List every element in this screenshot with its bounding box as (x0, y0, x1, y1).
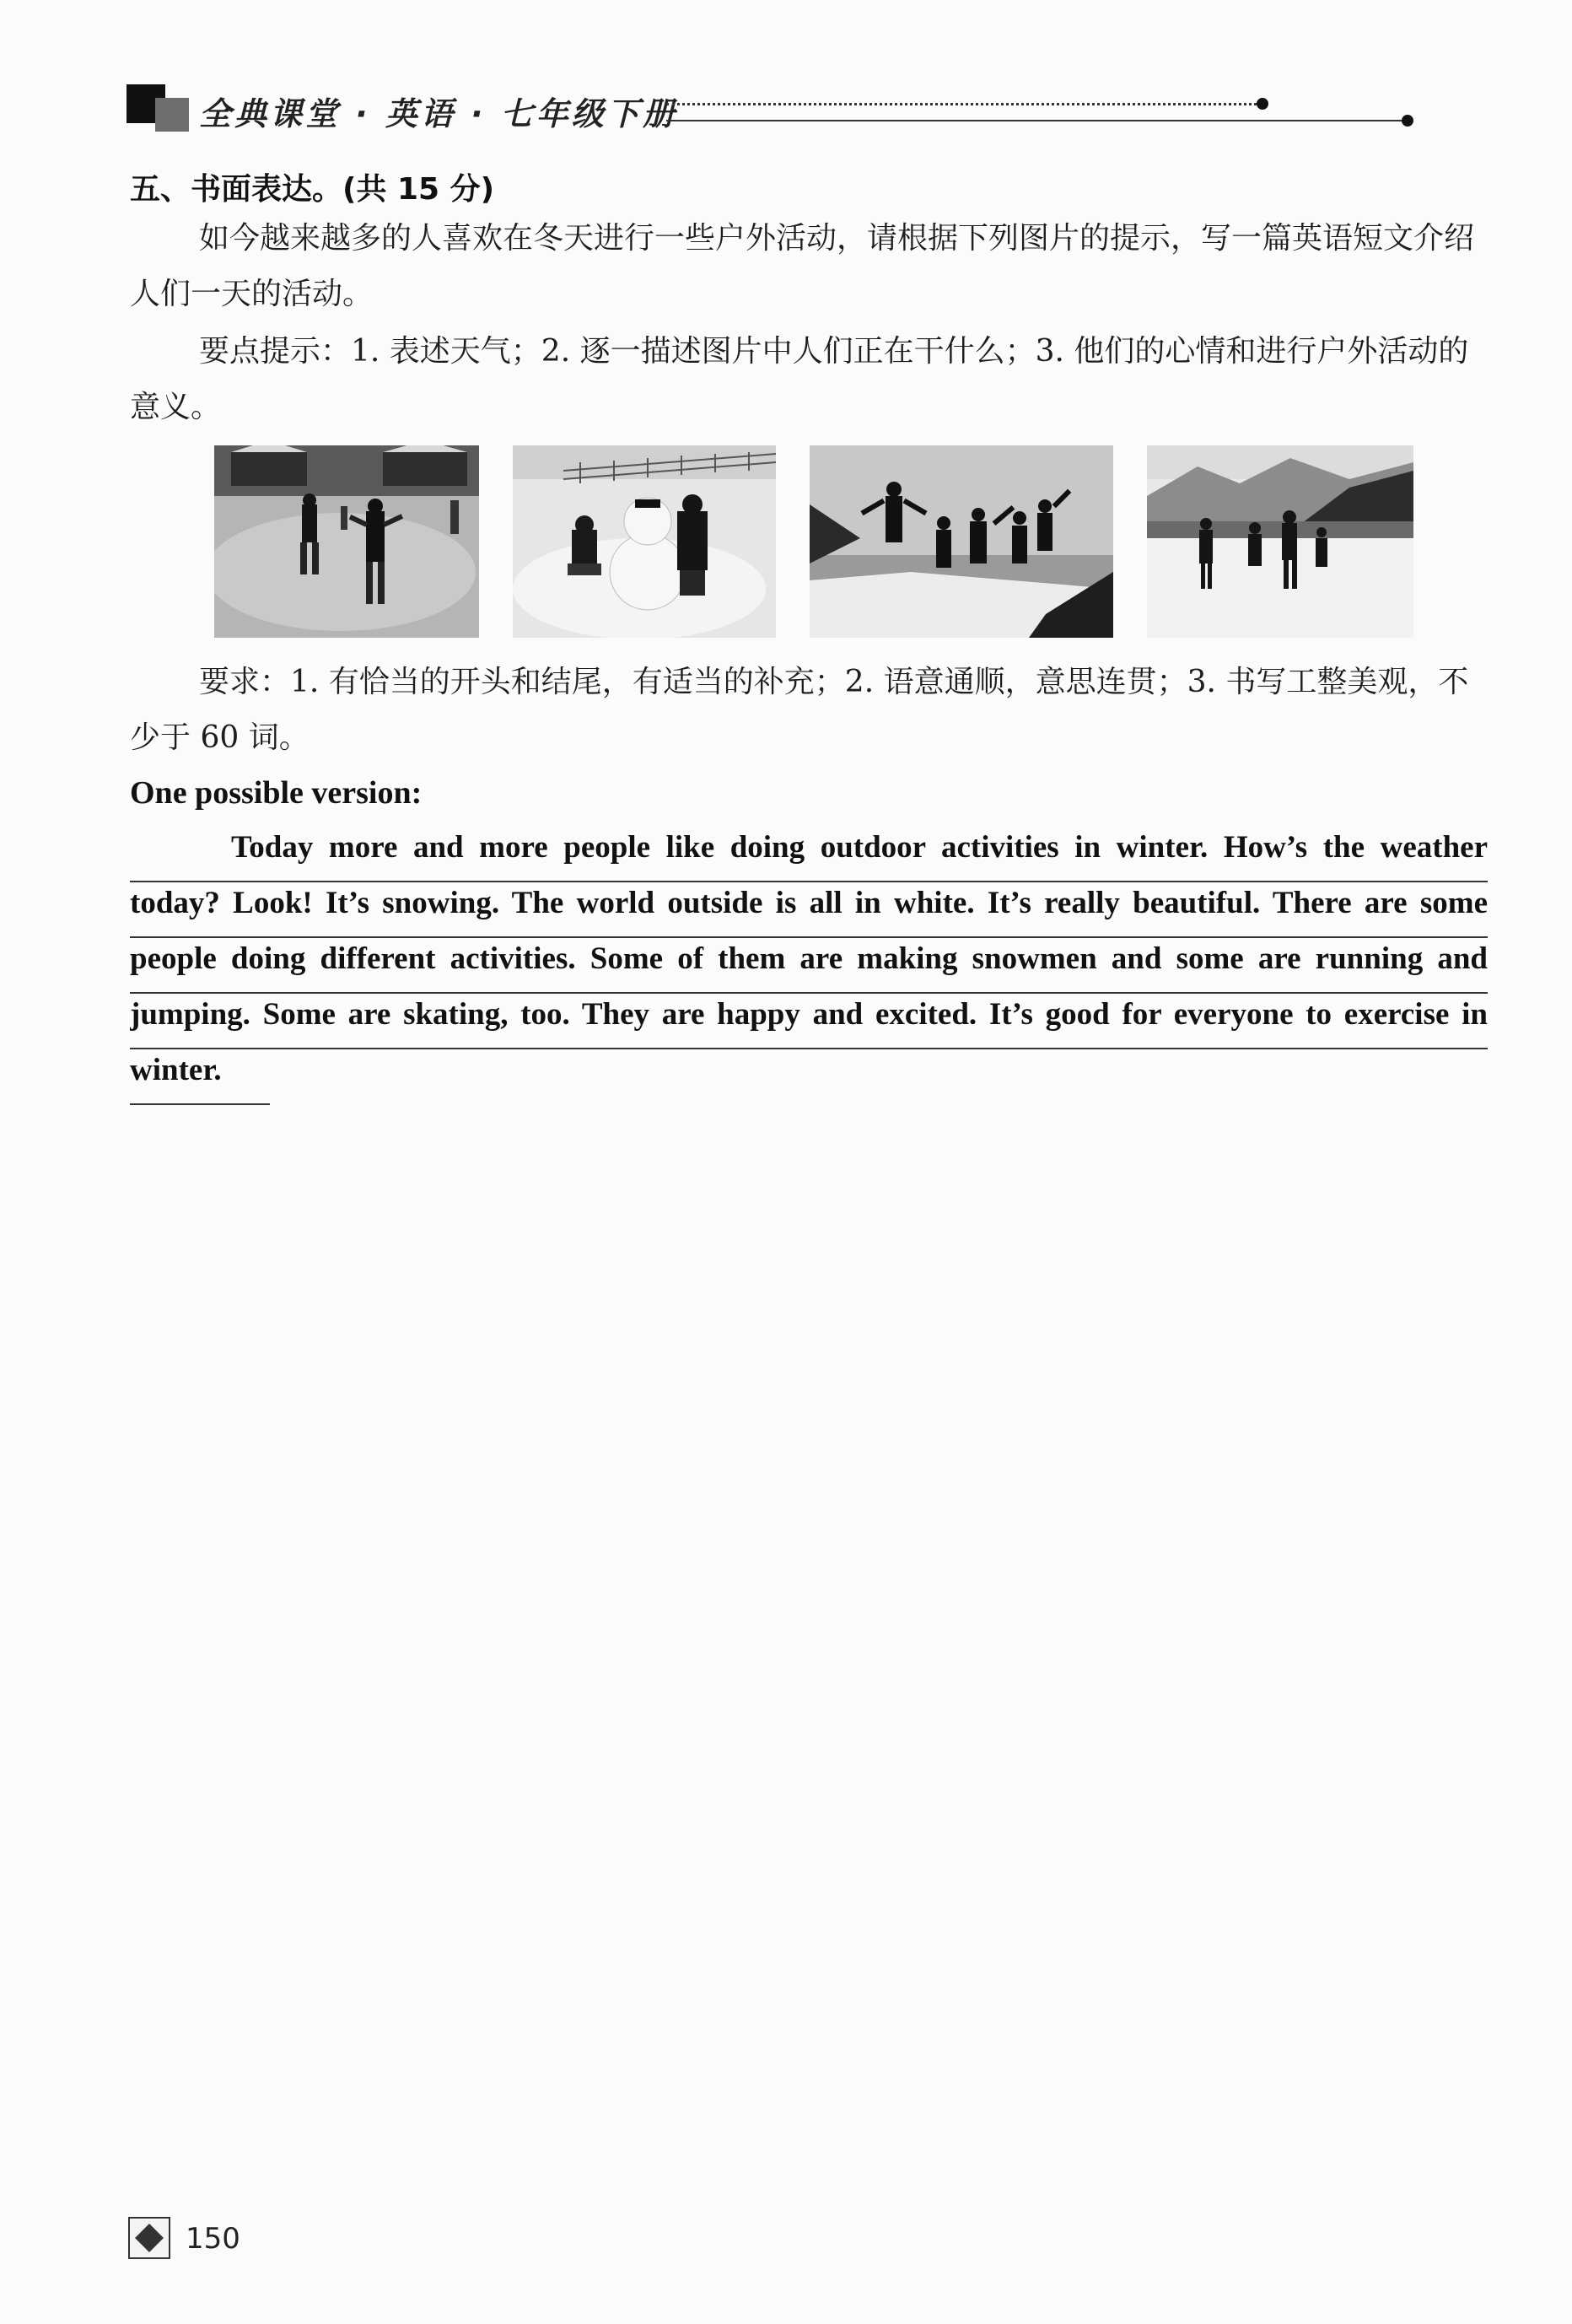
section-title: 五、书面表达。(共 15 分) (130, 172, 495, 207)
page-number: 150 (186, 2222, 240, 2256)
header-title: 全典课堂 · 英语 · 七年级下册 (199, 95, 678, 132)
header-solid-rule (666, 120, 1408, 121)
photo-running (1147, 445, 1413, 638)
header-logo-block-shadow (155, 98, 189, 132)
header-dotted-rule (666, 103, 1262, 105)
prompt-intro: 如今越来越多的人喜欢在冬天进行一些户外活动，请根据下列图片的提示，写一篇英语短文介绍人们一天的活动。 (130, 221, 1475, 311)
answer-line-5: winter. (130, 1048, 270, 1105)
answer-line-3: people doing different activities. Some of them are making snowmen and some are running and (130, 936, 1488, 994)
photo-jumping (810, 445, 1113, 638)
answer-line-2: today? Look! It’s snowing. The world outside is all in white. It’s really beautiful. There are some (130, 881, 1488, 938)
page-diamond-icon (128, 2217, 170, 2259)
photo-snowman (513, 445, 776, 638)
header-rule-dot (1257, 98, 1268, 110)
answer-line-4: jumping. Some are skating, too. They are happy and excited. It’s good for everyone to exercise in (130, 992, 1488, 1049)
prompt-requirements: 要求：1. 有恰当的开头和结尾，有适当的补充；2. 语意通顺，意思连贯；3. 书写工整美观，不少于 60 词。 (130, 665, 1469, 755)
answer-line-1: Today more and more people like doing outdoor activities in winter. How’s the weather (130, 825, 1488, 882)
prompt-points: 要点提示：1. 表述天气；2. 逐一描述图片中人们正在干什么；3. 他们的心情和进行户外活动的意义。 (130, 334, 1469, 424)
photo-skating (214, 445, 479, 638)
version-label: One possible version: (130, 775, 423, 811)
header-rule-end-dot (1402, 115, 1413, 127)
